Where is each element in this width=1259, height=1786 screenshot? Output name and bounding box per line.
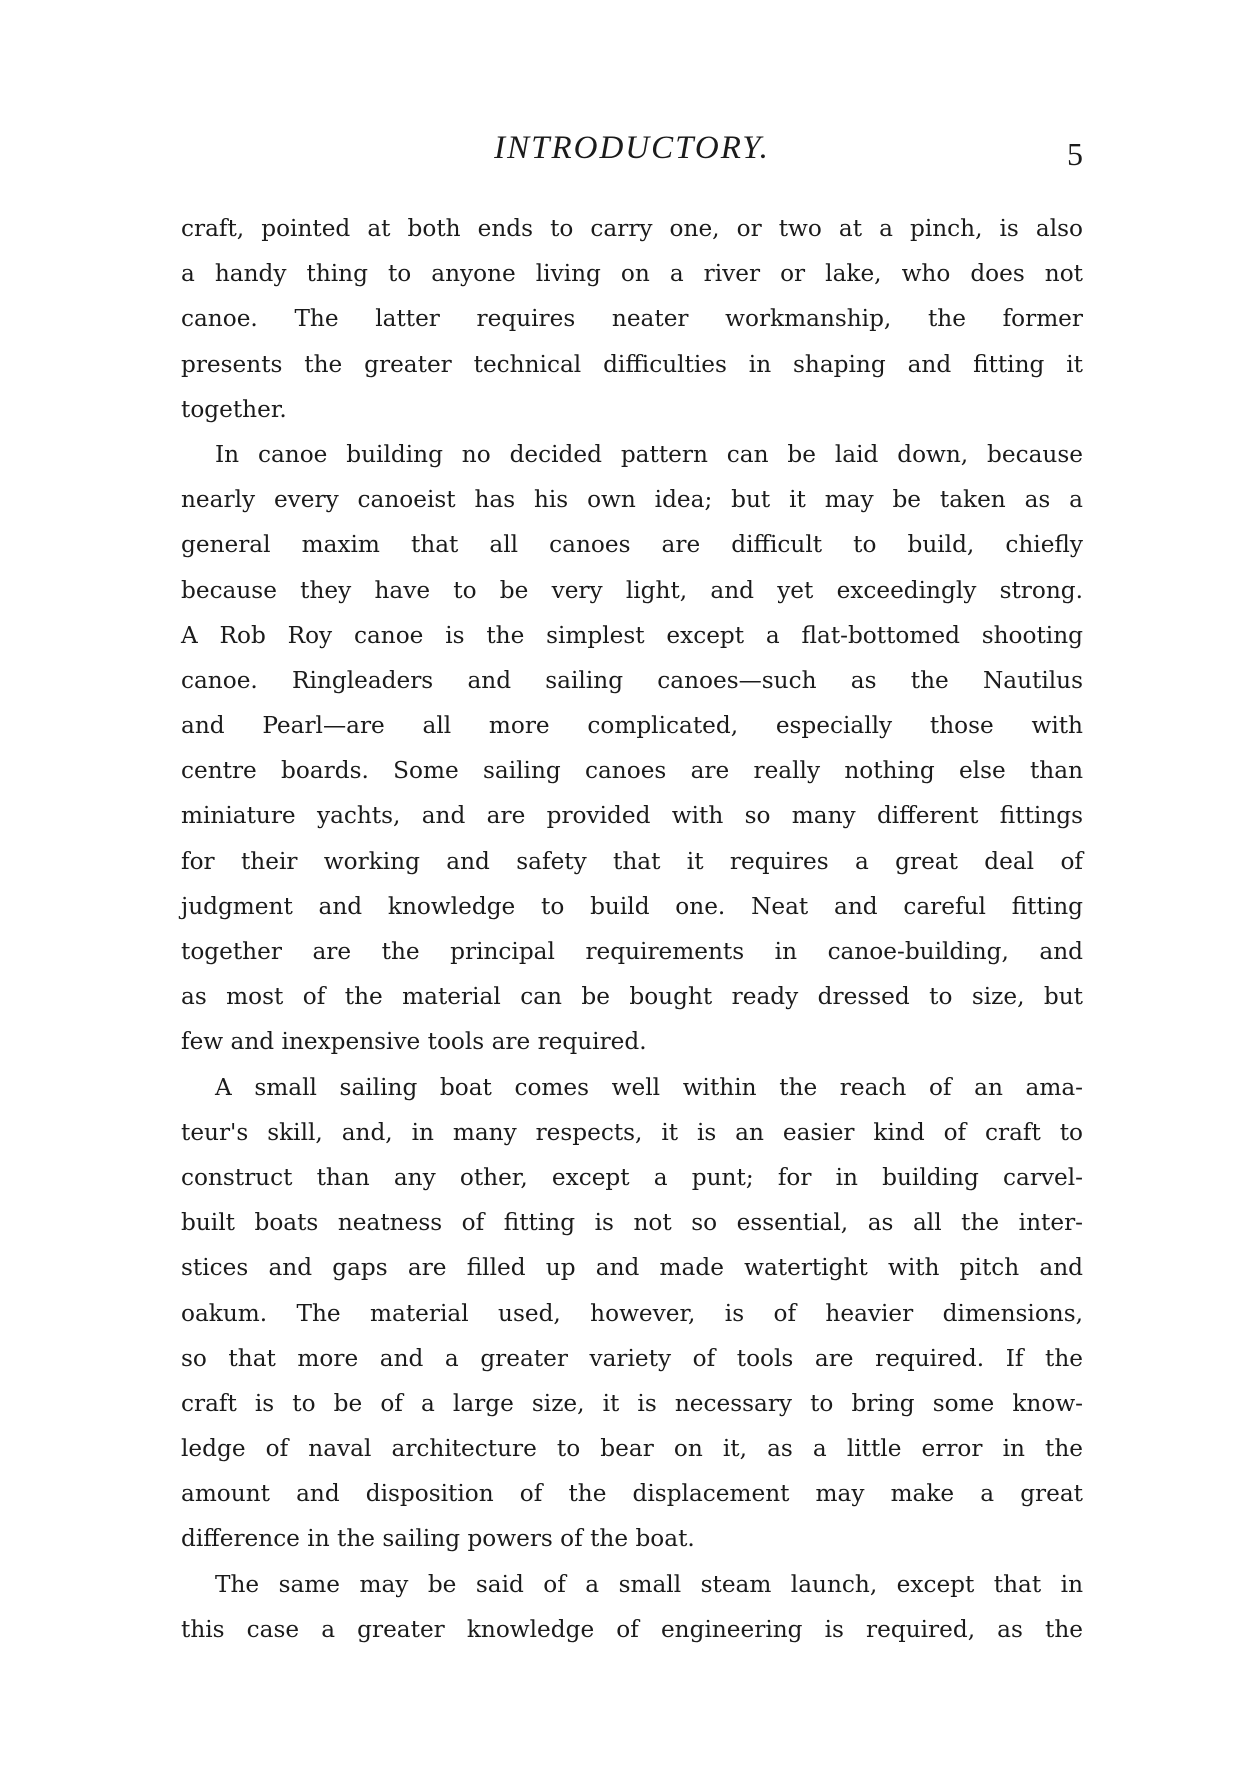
text-line: teur's skill, and, in many respects, it is an easier kind of craft to <box>181 1118 1083 1146</box>
paragraph-1 <box>181 206 1083 432</box>
text-line: presents the greater technical difficulties in shaping and fitting it <box>181 350 1083 378</box>
text-line: a handy thing to anyone living on a river or lake, who does not <box>181 260 1083 288</box>
body-text <box>181 206 1083 1652</box>
text-line: In canoe building no decided pattern can be laid down, because <box>215 440 1083 468</box>
paragraph-4 <box>181 1562 1083 1652</box>
text-line: A Rob Roy canoe is the simplest except a flat-bottomed shooting <box>181 621 1083 649</box>
text-line: difference in the sailing powers of the boat. <box>181 1525 695 1553</box>
text-line: together are the principal requirements in canoe-building, and <box>181 938 1083 965</box>
text-line: so that more and a greater variety of tools are required. If the <box>181 1344 1083 1372</box>
text-line: The same may be said of a small steam launch, except that in <box>215 1570 1083 1598</box>
text-line: for their working and safety that it requires a great deal of <box>181 847 1083 875</box>
text-line: stices and gaps are filled up and made watertight with pitch and <box>181 1254 1083 1282</box>
text-line: as most of the material can be bought ready dressed to size, but <box>181 983 1083 1011</box>
text-line: together. <box>181 395 287 423</box>
text-line: and Pearl—are all more complicated, especially those with <box>181 712 1083 740</box>
text-line: general maxim that all canoes are difficult to build, chiefly <box>181 531 1083 559</box>
text-line: oakum. The material used, however, is of heavier dimensions, <box>181 1299 1083 1327</box>
text-line: miniature yachts, and are provided with so many different fittings <box>181 802 1083 830</box>
text-line: A small sailing boat comes well within the reach of an ama- <box>215 1073 1083 1101</box>
page-number: 5 <box>1067 136 1083 172</box>
text-line: few and inexpensive tools are required. <box>181 1028 647 1056</box>
paragraph-3 <box>181 1065 1083 1562</box>
text-line: canoe. Ringleaders and sailing canoes—such as the Nautilus <box>181 666 1083 694</box>
text-line: nearly every canoeist has his own idea; but it may be taken as a <box>181 486 1083 514</box>
text-line: because they have to be very light, and yet exceedingly strong. <box>181 576 1083 604</box>
text-line: amount and disposition of the displacement may make a great <box>181 1480 1083 1508</box>
text-line: centre boards. Some sailing canoes are really nothing else than <box>181 757 1083 785</box>
running-head <box>181 128 1083 172</box>
text-line: craft is to be of a large size, it is necessary to bring some know- <box>181 1389 1083 1417</box>
text-line: craft, pointed at both ends to carry one, or two at a pinch, is also <box>181 215 1083 242</box>
text-line: this case a greater knowledge of engineering is required, as the <box>181 1615 1083 1643</box>
text-line: canoe. The latter requires neater workmanship, the former <box>181 305 1083 333</box>
chapter-title: INTRODUCTORY. <box>494 130 770 166</box>
text-line: ledge of naval architecture to bear on it, as a little error in the <box>181 1435 1083 1463</box>
text-line: construct than any other, except a punt; for in building carvel- <box>181 1163 1083 1191</box>
text-line: built boats neatness of fitting is not so essential, as all the inter- <box>181 1209 1083 1237</box>
paragraph-2 <box>181 432 1083 1065</box>
text-line: judgment and knowledge to build one. Neat and careful fitting <box>181 892 1083 920</box>
